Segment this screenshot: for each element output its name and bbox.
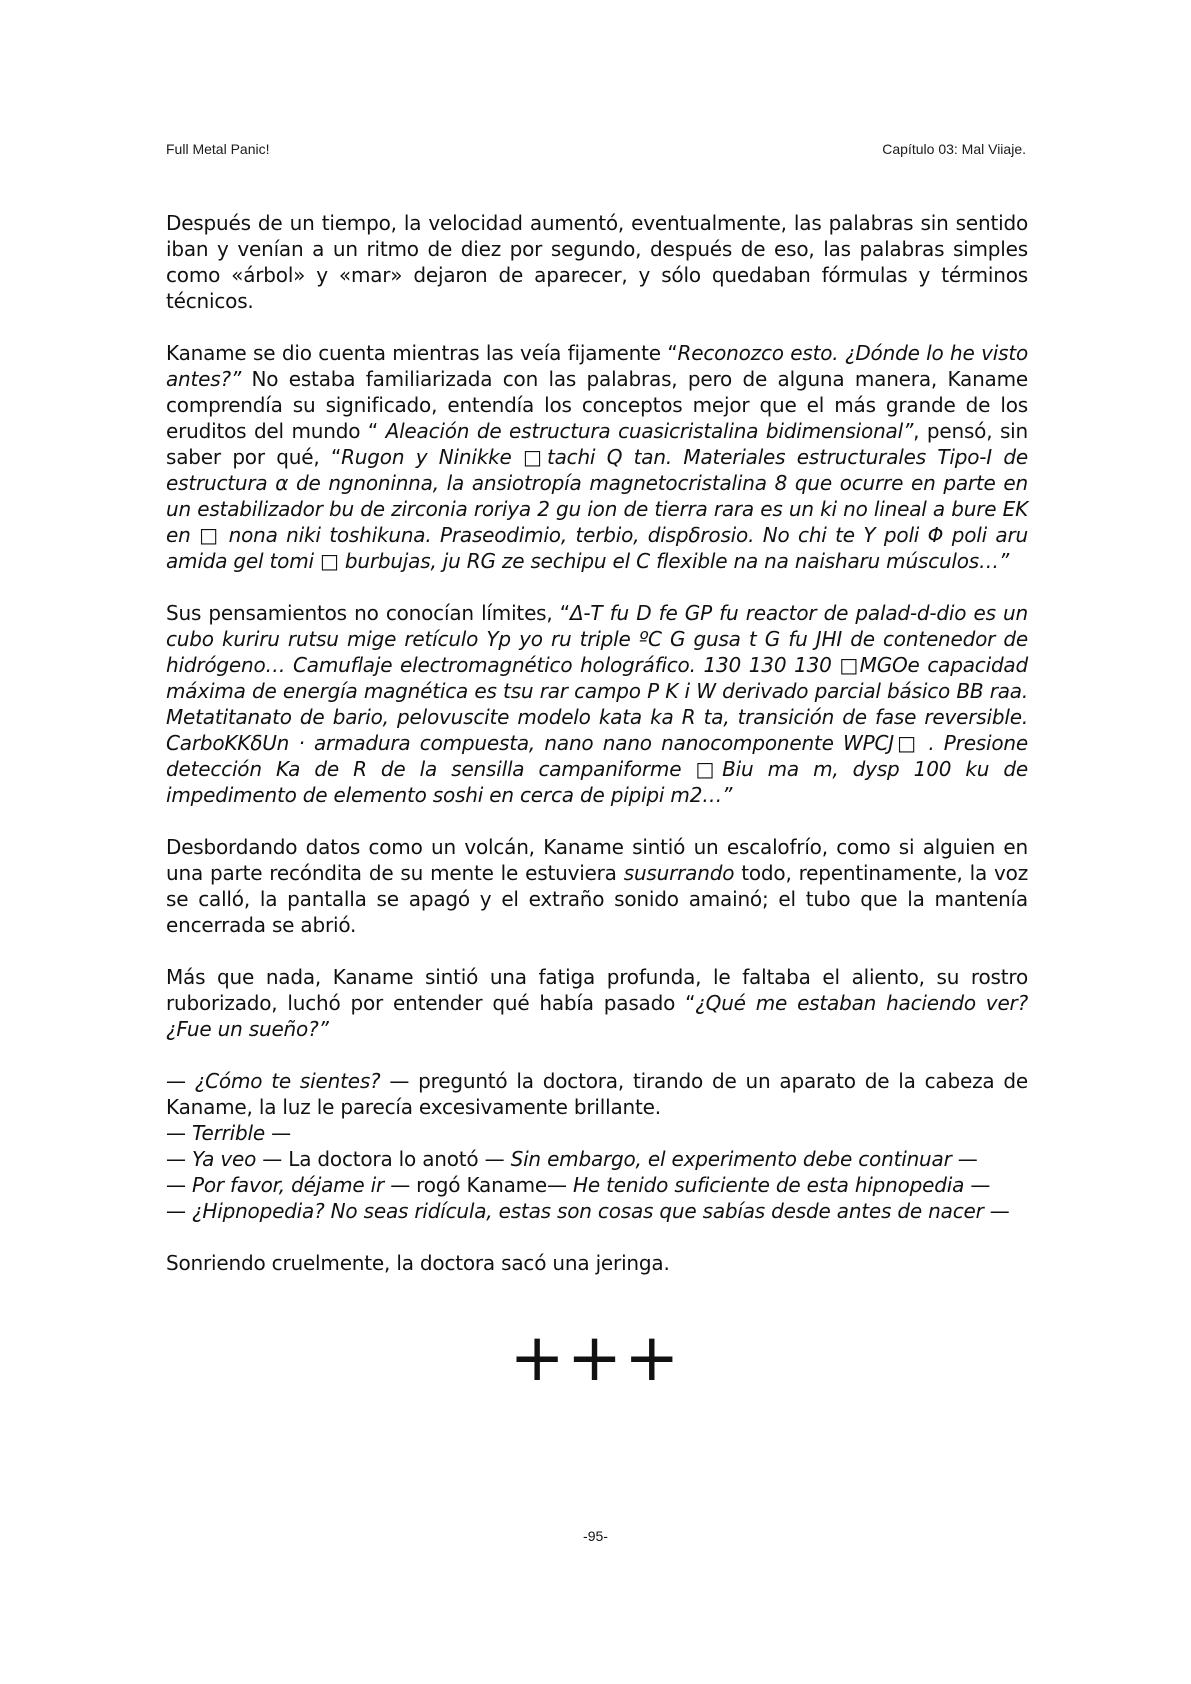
d3-speech-2: Sin embargo, el experimento debe continuar: [510, 1147, 952, 1171]
paragraph-3: [166, 600, 1028, 808]
p4-text-c: todo, repentinamente, la voz se calló, la pantalla se apagó y el extraño sonido amainó; el tubo que la mantenía encerrada se abrió.: [166, 861, 1028, 937]
d1-dash: —: [166, 1069, 195, 1093]
section-separator: +++: [509, 1319, 682, 1396]
dialogue-line-4: [166, 1172, 1028, 1198]
p2-italic-f: Rugon y Ninikke □tachi Q tan. Materiales estructurales Tipo-I de estructura α de ngnoninna, la ansiotropía magnetocristalina 8 que ocurre en parte en un estabilizador bu de zirconia roriya 2 gu ion de tierra rara es un ki no lineal a bure EK en □ nona niki toshikuna. Praseodimio, terbio, dispδrosio. No chi te Y poli Φ poli aru amida gel tomi □ burbujas, ju RG ze sechipu el C flexible na na naisharu músculos…”: [166, 445, 1028, 573]
d5-dash: —: [166, 1199, 192, 1223]
p2-italic-b: Reconozco esto. ¿Dónde lo he visto antes?”: [166, 341, 1028, 391]
p2-text-e: , pensó, sin saber por qué, “: [166, 419, 1028, 469]
d2-speech: Terrible: [191, 1121, 265, 1145]
d1-narration: — preguntó la doctora, tirando de un aparato de la cabeza de Kaname, la luz le parecía excesivamente brillante.: [166, 1069, 1028, 1119]
d4-dash: —: [166, 1173, 192, 1197]
dialogue-line-3: [166, 1146, 1028, 1172]
chapter-title-header: Capítulo 03: Mal Viiaje.: [882, 141, 1026, 157]
d1-speech: ¿Cómo te sientes?: [194, 1069, 381, 1093]
d5-end: —: [983, 1199, 1010, 1223]
d4-narration: — rogó Kaname—: [384, 1173, 573, 1197]
d2-end: —: [264, 1121, 291, 1145]
p2-italic-d: Aleación de estructura cuasicristalina bidimensional”: [378, 419, 914, 443]
body-text: [166, 210, 1028, 1302]
book-title-header: Full Metal Panic!: [166, 141, 270, 157]
p2-text-a: Kaname se dio cuenta mientras las veía fijamente “: [166, 341, 678, 365]
d2-dash: —: [166, 1121, 192, 1145]
d4-speech-2: He tenido suficiente de esta hipnopedia: [572, 1173, 965, 1197]
p4-text-a: Desbordando datos como un volcán, Kaname sintió un escalofrío, como si alguien en una parte recóndita de su mente le estuviera: [166, 835, 1028, 885]
p2-text-c: No estaba familiarizada con las palabras, pero de alguna manera, Kaname comprendía su significado, entendía los conceptos mejor que el más grande de los eruditos del mundo “: [166, 367, 1028, 443]
dialogue-line-2: [166, 1120, 1028, 1146]
paragraph-5: [166, 964, 1028, 1042]
p5-italic-b: ¿Qué me estaban haciendo ver? ¿Fue un sueño?”: [166, 991, 1028, 1041]
d3-speech-1: Ya veo: [191, 1147, 257, 1171]
p5-text-a: Más que nada, Kaname sintió una fatiga profunda, le faltaba el aliento, su rostro ruborizado, luchó por entender qué había pasado “: [166, 965, 1028, 1015]
d5-speech: ¿Hipnopedia? No seas ridícula, estas son cosas que sabías desde antes de nacer: [191, 1199, 984, 1223]
paragraph-4: [166, 834, 1028, 938]
p3-text-a: Sus pensamientos no conocían límites, “: [166, 601, 570, 625]
p3-italic-b: Δ-T fu D fe GP fu reactor de palad-d-dio es un cubo kuriru rutsu mige retículo Yp yo ru triple ºC G gusa t G fu JHI de contenedor de hidrógeno… Camuflaje electromagnético holográfico. 130 130 130 □MGOe capacidad máxima de energía magnética es tsu rar campo P K i W derivado parcial básico BB raa. Metatitanato de bario, pelovuscite modelo kata ka R ta, transición de fase reversible. CarboKKδUn · armadura compuesta, nano nano nanocomponente WPCJ□ . Presione detección Ka de R de la sensilla campaniforme □Biu ma m, dysp 100 ku de impedimento de elemento soshi en cerca de pipipi m2…”: [166, 601, 1028, 807]
d3-dash: —: [166, 1147, 192, 1171]
d3-narration: — La doctora lo anotó —: [256, 1147, 511, 1171]
d4-end: —: [964, 1173, 991, 1197]
paragraph-6: Sonriendo cruelmente, la doctora sacó una jeringa.: [166, 1251, 670, 1275]
p4-italic-b: susurrando: [623, 861, 735, 885]
dialogue-line-5: [166, 1198, 1028, 1224]
paragraph-1: Después de un tiempo, la velocidad aumentó, eventualmente, las palabras sin sentido iban y venían a un ritmo de diez por segundo, después de eso, las palabras simples como «árbol» y «mar» dejaron de aparecer, y sólo quedaban fórmulas y términos técnicos.: [166, 211, 1028, 313]
d3-end: —: [951, 1147, 978, 1171]
dialogue-line-1: [166, 1068, 1028, 1120]
page-number: -95-: [583, 1528, 608, 1544]
d4-speech-1: Por favor, déjame ir: [191, 1173, 385, 1197]
paragraph-2: [166, 340, 1028, 574]
